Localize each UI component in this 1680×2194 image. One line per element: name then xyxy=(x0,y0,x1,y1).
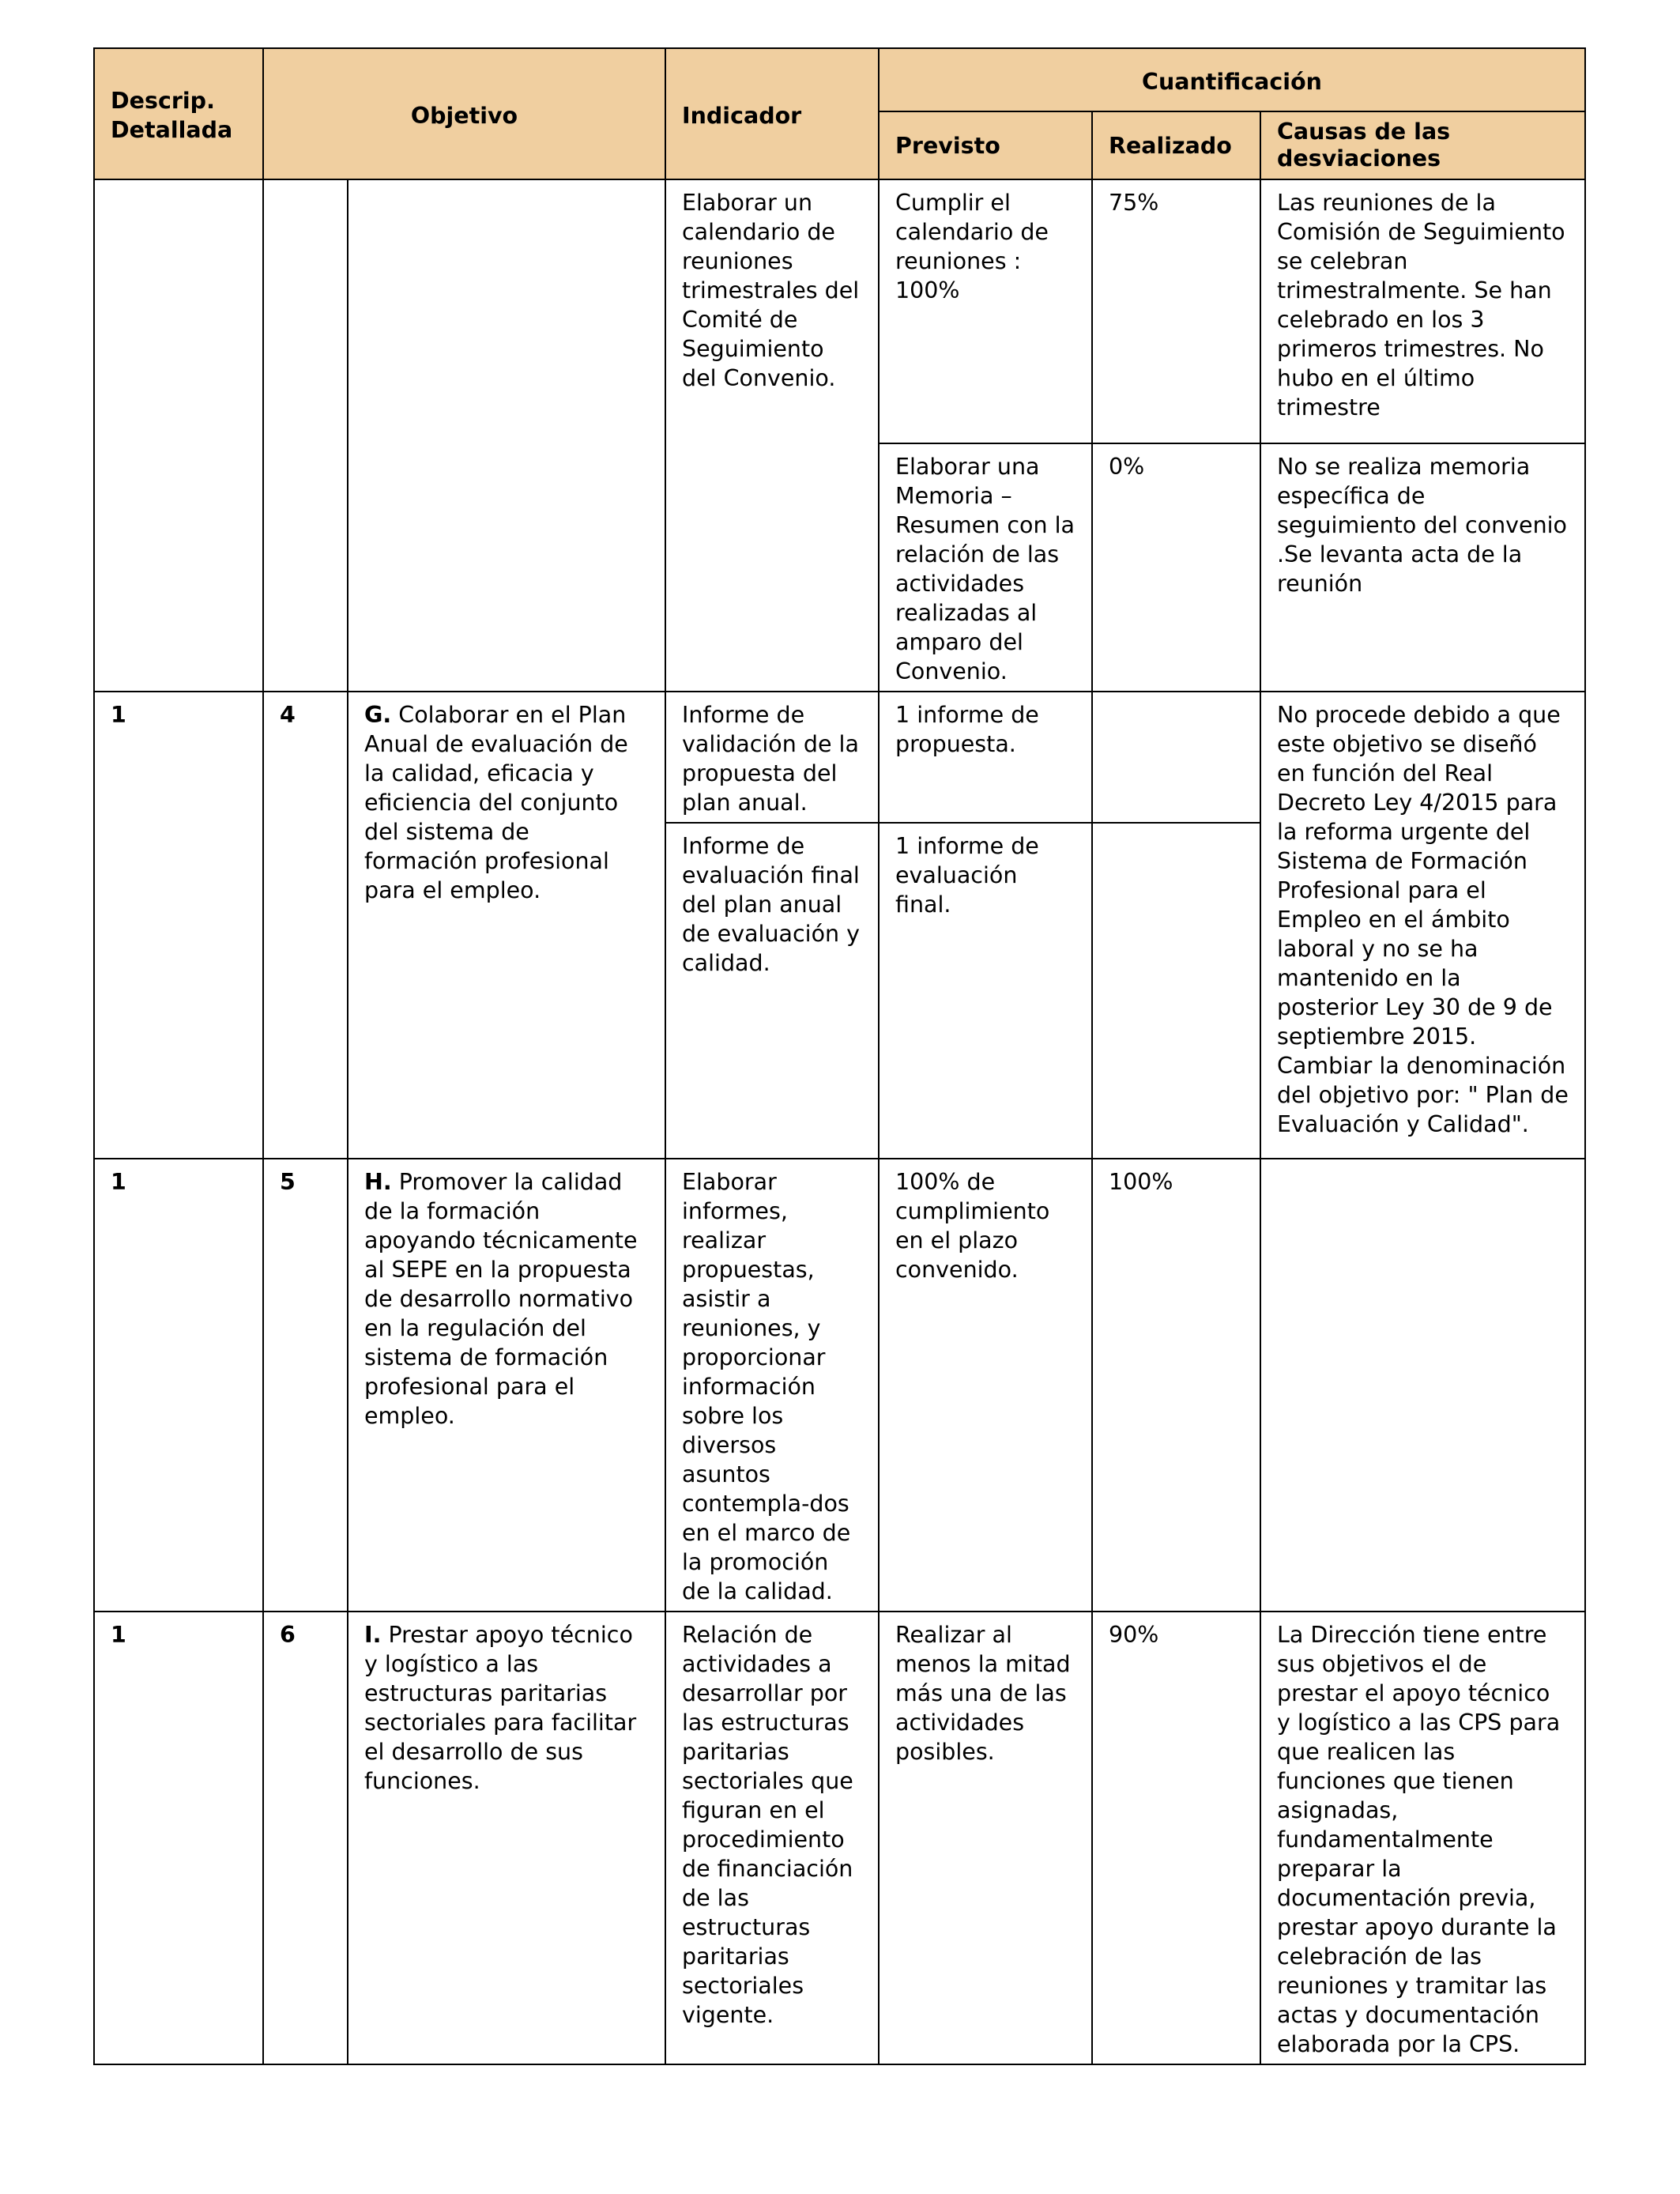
causas-cell xyxy=(1260,1159,1585,1612)
objetivo-cell xyxy=(348,179,665,692)
descrip-cell: 1 xyxy=(94,1159,263,1612)
causas-cell: Las reuniones de la Comisión de Seguimiento se celebran trimestralmente. Se han celebrado en los 3 primeros trimestres. No hubo en el último trimestre xyxy=(1260,179,1585,443)
table-row xyxy=(94,179,1585,443)
previsto-cell: 100% de cumplimiento en el plazo convenido. xyxy=(879,1159,1092,1612)
realizado-cell: 0% xyxy=(1092,443,1260,692)
table-row xyxy=(94,1612,1585,2064)
causas-cell: La Dirección tiene entre sus objetivos el de prestar el apoyo técnico y logístico a las CPS para que realicen las funciones que tienen asignadas, fundamentalmente preparar la documentación previa, prestar apoyo durante la celebración de las reuniones y tramitar las actas y documentación elaborada por la CPS. xyxy=(1260,1612,1585,2064)
objetivo-cell xyxy=(348,1612,665,2064)
objetivo-letter: H. xyxy=(364,1169,392,1195)
causas-cell: No procede debido a que este objetivo se diseñó en función del Real Decreto Ley 4/2015 para la reforma urgente del Sistema de Formación Profesional para el Empleo en el ámbito laboral y no se ha mantenido en la posterior Ley 30 de 9 de septiembre 2015. Cambiar la denominación del objetivo por: " Plan de Evaluación y Calidad". xyxy=(1260,692,1585,1159)
previsto-cell: 1 informe de evaluación final. xyxy=(879,823,1092,1159)
descrip-subcell: 6 xyxy=(263,1612,348,2064)
previsto-cell: Cumplir el calendario de reuniones : 100% xyxy=(879,179,1092,443)
realizado-cell xyxy=(1092,692,1260,823)
descrip-subcell: 4 xyxy=(263,692,348,1159)
realizado-cell xyxy=(1092,823,1260,1159)
indicador-cell: Informe de evaluación final del plan anual de evaluación y calidad. xyxy=(665,823,879,1159)
header-cuantificacion: Cuantificación xyxy=(879,48,1585,111)
realizado-cell: 90% xyxy=(1092,1612,1260,2064)
indicador-cell: Relación de actividades a desarrollar por las estructuras paritarias sectoriales que figuran en el procedimiento de financiación de las estructuras paritarias sectoriales vigente. xyxy=(665,1612,879,2064)
objectives-table xyxy=(93,47,1586,2065)
header-indicador: Indicador xyxy=(665,48,879,179)
descrip-cell: 1 xyxy=(94,1612,263,2064)
causas-cell: No se realiza memoria específica de seguimiento del convenio .Se levanta acta de la reunión xyxy=(1260,443,1585,692)
descrip-subcell xyxy=(263,179,348,692)
objetivo-cell xyxy=(348,1159,665,1612)
header-previsto: Previsto xyxy=(879,111,1092,179)
objetivo-cell xyxy=(348,692,665,1159)
objetivo-text: Colaborar en el Plan Anual de evaluación de la calidad, eficacia y eficiencia del conjunto del sistema de formación profesional para el empleo. xyxy=(364,702,628,903)
table-row xyxy=(94,1159,1585,1612)
previsto-cell: Realizar al menos la mitad más una de las actividades posibles. xyxy=(879,1612,1092,2064)
indicador-cell: Elaborar un calendario de reuniones trimestrales del Comité de Seguimiento del Convenio. xyxy=(665,179,879,692)
descrip-cell: 1 xyxy=(94,692,263,1159)
indicador-cell: Informe de validación de la propuesta del plan anual. xyxy=(665,692,879,823)
realizado-cell: 75% xyxy=(1092,179,1260,443)
header-realizado: Realizado xyxy=(1092,111,1260,179)
header-causas: Causas de las desviaciones xyxy=(1260,111,1585,179)
objetivo-text: Prestar apoyo técnico y logístico a las estructuras paritarias sectoriales para facilitar el desarrollo de sus funciones. xyxy=(364,1622,637,1794)
descrip-subcell: 5 xyxy=(263,1159,348,1612)
descrip-cell xyxy=(94,179,263,692)
objetivo-text: Promover la calidad de la formación apoyando técnicamente al SEPE en la propuesta de desarrollo normativo en la regulación del sistema de formación profesional para el empleo. xyxy=(364,1169,638,1429)
realizado-cell: 100% xyxy=(1092,1159,1260,1612)
indicador-cell: Elaborar informes, realizar propuestas, asistir a reuniones, y proporcionar información sobre los diversos asuntos contempla-dos en el marco de la promoción de la calidad. xyxy=(665,1159,879,1612)
table-row xyxy=(94,692,1585,823)
header-objetivo: Objetivo xyxy=(263,48,665,179)
header-row-top xyxy=(94,48,1585,111)
objetivo-letter: I. xyxy=(364,1622,382,1648)
previsto-cell: 1 informe de propuesta. xyxy=(879,692,1092,823)
objetivo-letter: G. xyxy=(364,702,392,728)
header-descrip: Descrip. Detallada xyxy=(94,48,263,179)
previsto-cell: Elaborar una Memoria – Resumen con la relación de las actividades realizadas al amparo del Convenio. xyxy=(879,443,1092,692)
